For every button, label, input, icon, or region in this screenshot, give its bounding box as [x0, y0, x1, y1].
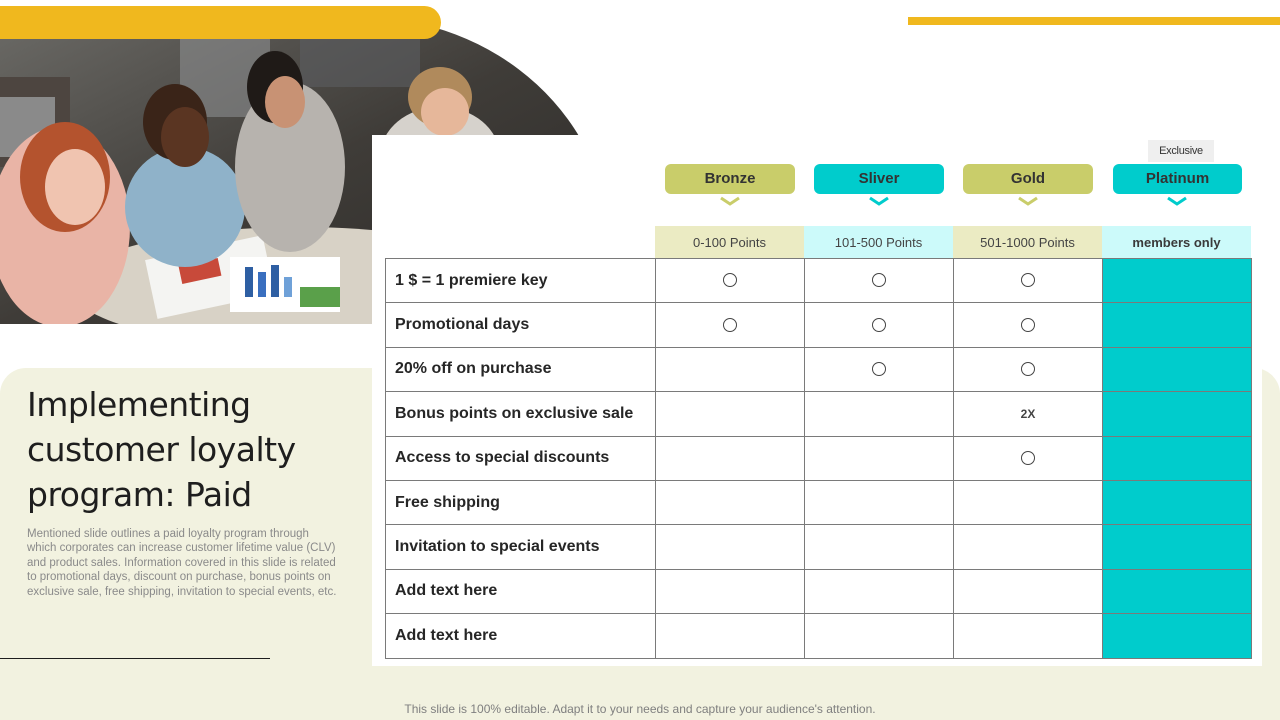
cell-gold — [954, 392, 1103, 436]
cell-gold — [954, 259, 1103, 303]
cell-gold — [954, 436, 1103, 480]
cell-gold — [954, 480, 1103, 524]
chevron-down-icon — [1017, 196, 1039, 206]
cell-bronze — [656, 347, 805, 391]
feature-label: Promotional days — [386, 303, 656, 347]
cell-bronze — [656, 480, 805, 524]
footer-note: This slide is 100% editable. Adapt it to your needs and capture your audience's attention. — [404, 702, 876, 716]
cell-bronze — [656, 303, 805, 347]
circle-icon — [1021, 362, 1035, 376]
cell-silver — [805, 392, 954, 436]
slide-description: Mentioned slide outlines a paid loyalty program through which corporates can increase customer lifetime value (CLV) and product sales. Information covered in this slide is related to promotional days, discount on purchase, bonus points on exclusive sale, free shipping, invitation to special events, etc. — [27, 528, 337, 598]
slide-title: Implementing customer loyalty program: Paid — [27, 385, 296, 514]
cell-silver — [805, 614, 954, 658]
cell-platinum — [1103, 347, 1252, 391]
circle-icon — [723, 273, 737, 287]
exclusive-tag: Exclusive — [1148, 140, 1214, 162]
accent-bar-left — [0, 6, 441, 39]
circle-icon — [872, 362, 886, 376]
cell-platinum — [1103, 525, 1252, 569]
chevron-down-icon — [868, 196, 890, 206]
circle-icon — [723, 318, 737, 332]
cell-silver — [805, 525, 954, 569]
cell-gold — [954, 525, 1103, 569]
cell-bronze — [656, 392, 805, 436]
table-row — [386, 392, 1252, 436]
cell-platinum — [1103, 569, 1252, 613]
table-row — [386, 303, 1252, 347]
cell-platinum — [1103, 480, 1252, 524]
feature-label: Invitation to special events — [386, 525, 656, 569]
table-row — [386, 436, 1252, 480]
cell-platinum — [1103, 303, 1252, 347]
cell-silver — [805, 303, 954, 347]
table-row — [386, 480, 1252, 524]
cell-silver — [805, 259, 954, 303]
cell-gold — [954, 303, 1103, 347]
cell-platinum — [1103, 436, 1252, 480]
points-gold: 501-1000 Points — [953, 226, 1102, 259]
chevron-down-icon — [719, 196, 741, 206]
cell-gold — [954, 614, 1103, 658]
cell-gold — [954, 347, 1103, 391]
accent-bar-right — [908, 17, 1280, 25]
circle-icon — [1021, 451, 1035, 465]
cell-silver — [805, 347, 954, 391]
tier-platinum: Platinum — [1113, 164, 1242, 194]
tier-gold: Gold — [963, 164, 1093, 194]
tier-bronze: Bronze — [665, 164, 795, 194]
cell-bronze — [656, 525, 805, 569]
circle-icon — [1021, 318, 1035, 332]
cell-platinum — [1103, 259, 1252, 303]
divider-line — [0, 658, 270, 659]
cell-platinum — [1103, 392, 1252, 436]
cell-bronze — [656, 569, 805, 613]
multiplier-text: 2X — [1020, 406, 1036, 421]
points-platinum: members only — [1102, 226, 1251, 259]
points-bronze: 0-100 Points — [655, 226, 804, 259]
feature-label: Bonus points on exclusive sale — [386, 392, 656, 436]
cell-silver — [805, 569, 954, 613]
table-row — [386, 525, 1252, 569]
circle-icon — [1021, 273, 1035, 287]
feature-label: Access to special discounts — [386, 436, 656, 480]
circle-icon — [872, 318, 886, 332]
feature-label: 1 $ = 1 premiere key — [386, 259, 656, 303]
tier-silver: Sliver — [814, 164, 944, 194]
cell-silver — [805, 436, 954, 480]
chevron-down-icon — [1166, 196, 1188, 206]
feature-label: 20% off on purchase — [386, 347, 656, 391]
table-row — [386, 614, 1252, 658]
cell-bronze — [656, 614, 805, 658]
cell-silver — [805, 480, 954, 524]
feature-label: Add text here — [386, 569, 656, 613]
cell-gold — [954, 569, 1103, 613]
feature-label: Free shipping — [386, 480, 656, 524]
loyalty-comparison-table — [385, 258, 1252, 659]
circle-icon — [872, 273, 886, 287]
points-silver: 101-500 Points — [804, 226, 953, 259]
table-row — [386, 569, 1252, 613]
cell-platinum — [1103, 614, 1252, 658]
cell-bronze — [656, 259, 805, 303]
table-row — [386, 347, 1252, 391]
cell-bronze — [656, 436, 805, 480]
feature-label: Add text here — [386, 614, 656, 658]
table-row — [386, 259, 1252, 303]
